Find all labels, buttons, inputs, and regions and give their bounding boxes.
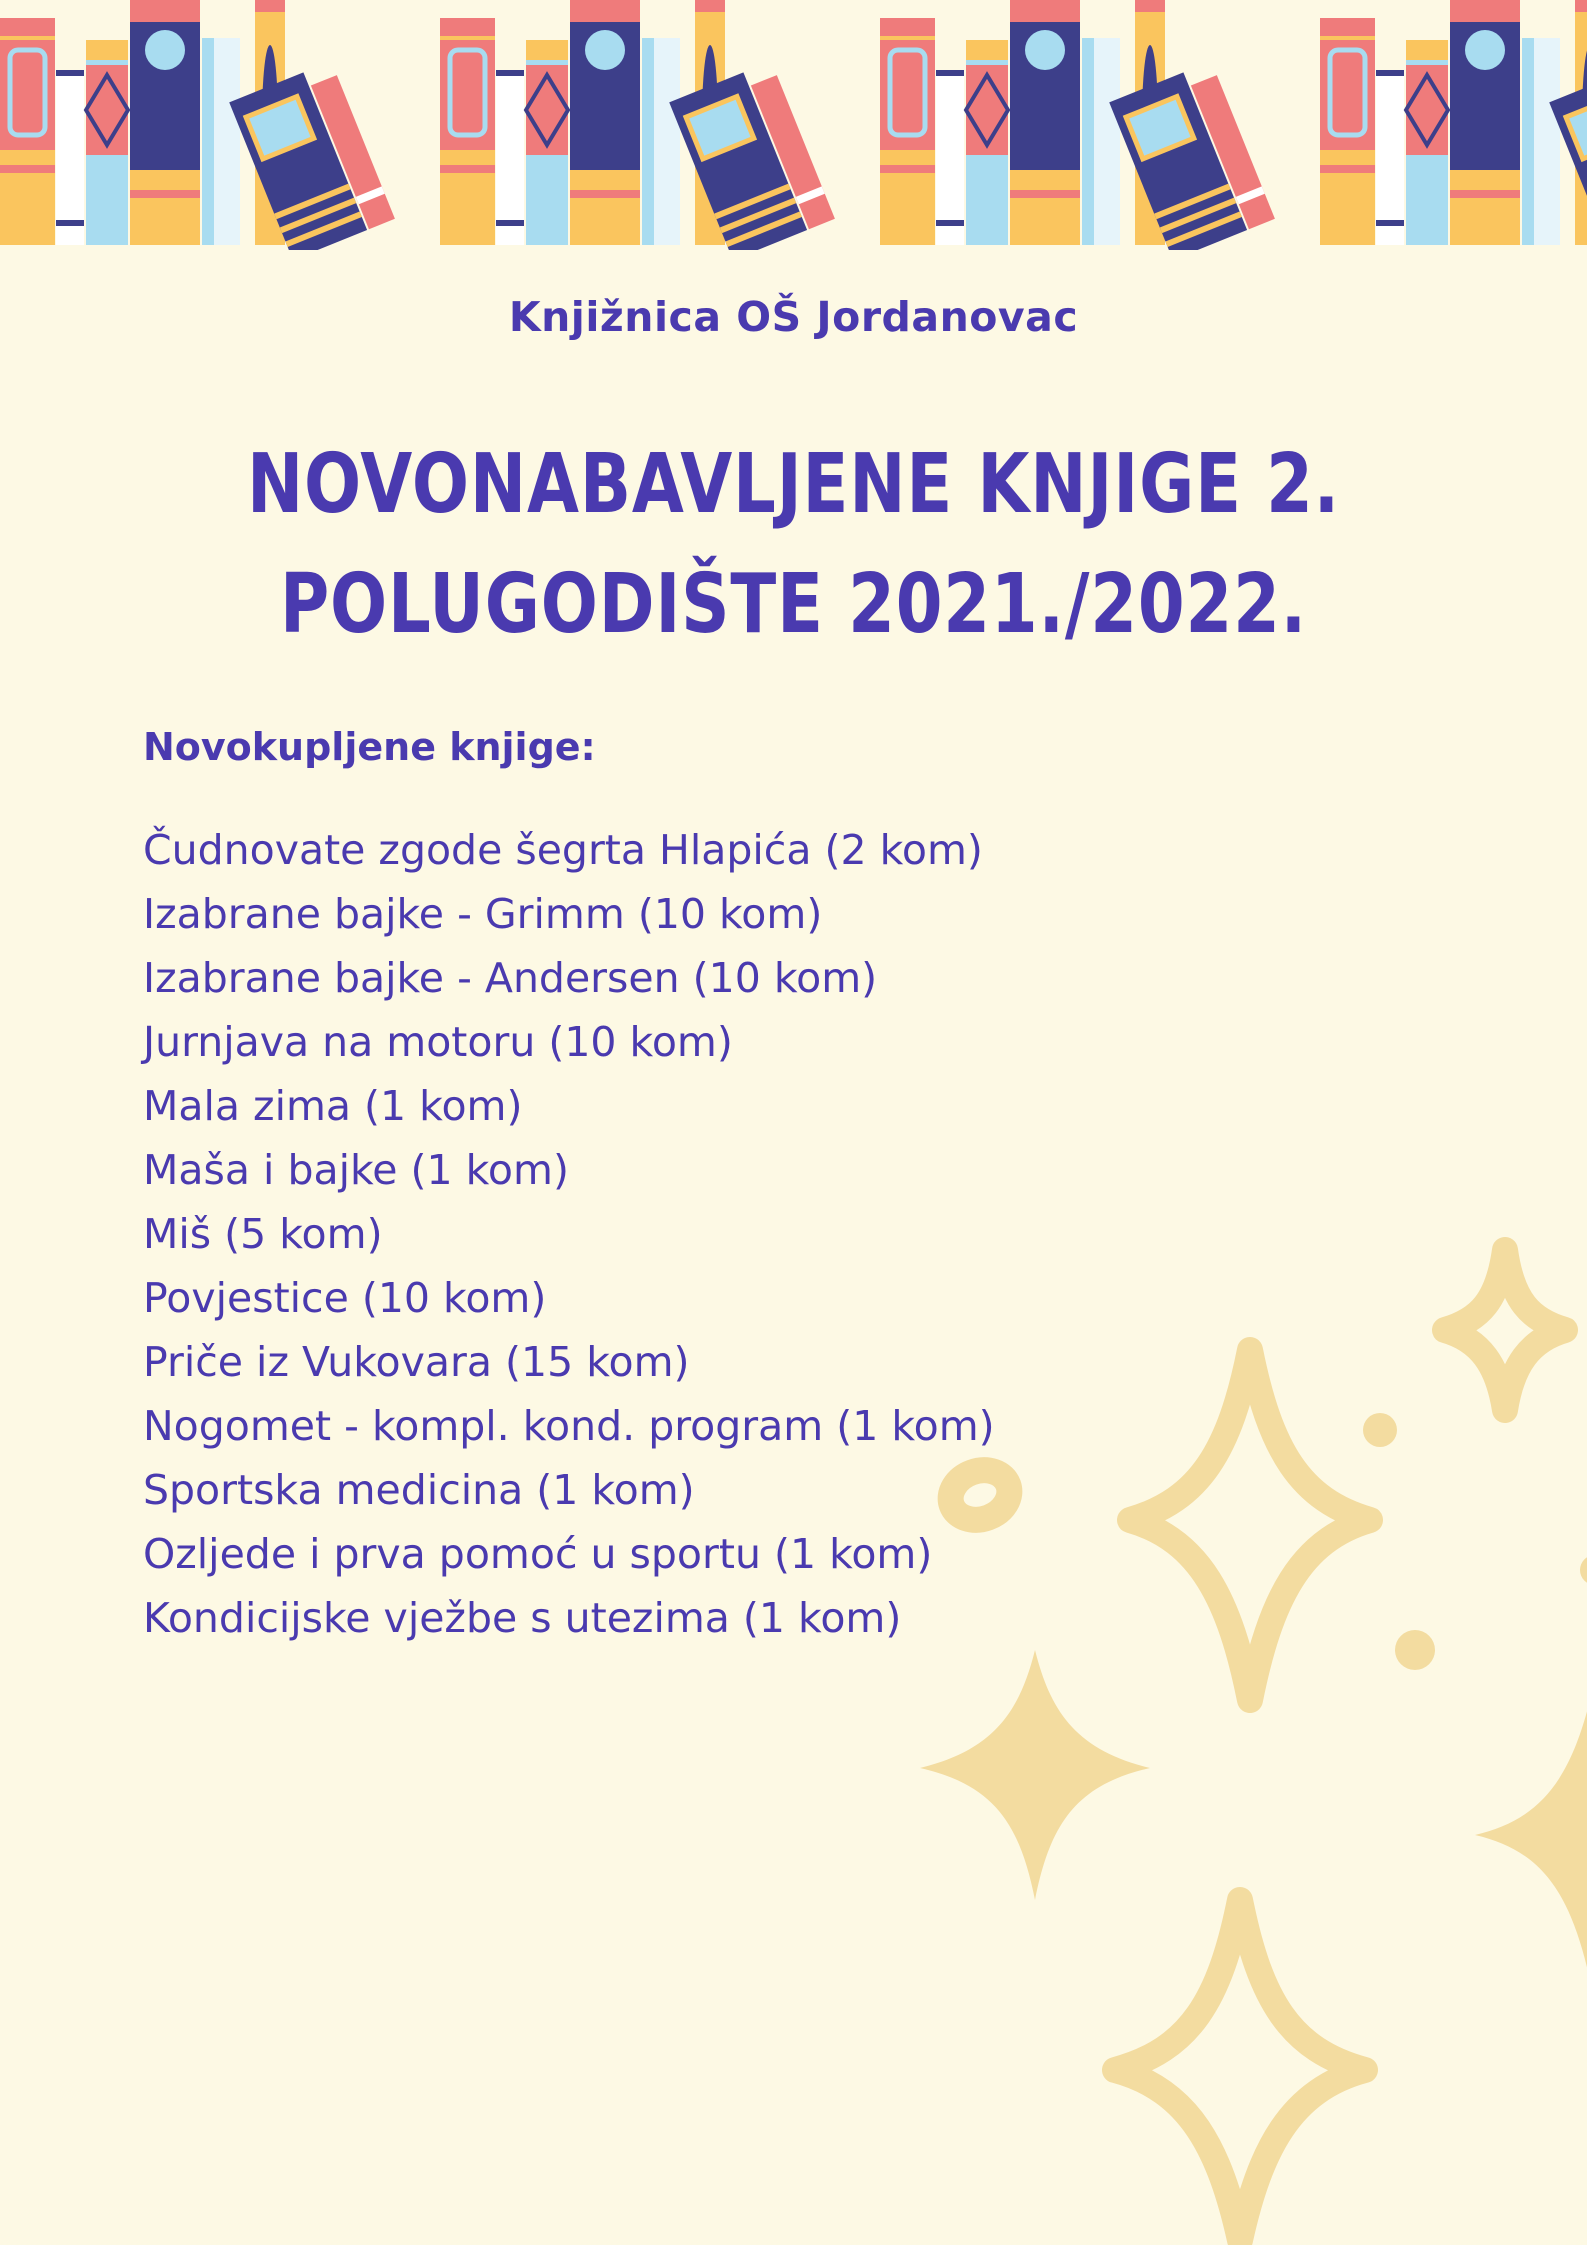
list-item: Mala zima (1 kom) xyxy=(143,1082,523,1130)
list-item: Izabrane bajke - Grimm (10 kom) xyxy=(143,890,823,938)
list-item: Jurnjava na motoru (10 kom) xyxy=(143,1018,733,1066)
list-item: Ozljede i prva pomoć u sportu (1 kom) xyxy=(143,1530,933,1578)
title-line-2: POLUGODIŠTE 2021./2022. xyxy=(279,557,1308,652)
sparkle-icon xyxy=(900,1220,1587,2245)
book-list xyxy=(143,818,995,1650)
bookshelf-banner xyxy=(0,0,1587,250)
list-item: Nogomet - kompl. kond. program (1 kom) xyxy=(143,1402,995,1450)
list-item: Miš (5 kom) xyxy=(143,1210,383,1258)
library-name: Knjižnica OŠ Jordanovac xyxy=(508,293,1079,341)
list-item: Maša i bajke (1 kom) xyxy=(143,1146,569,1194)
page-title xyxy=(0,425,1587,665)
list-item: Izabrane bajke - Andersen (10 kom) xyxy=(143,954,878,1002)
list-item: Sportska medicina (1 kom) xyxy=(143,1466,695,1514)
list-item: Kondicijske vježbe s utezima (1 kom) xyxy=(143,1594,902,1642)
title-line-1: NOVONABAVLJENE KNJIGE 2. xyxy=(246,437,1341,532)
section-heading: Novokupljene knjige: xyxy=(143,725,596,769)
list-item: Čudnovate zgode šegrta Hlapića (2 kom) xyxy=(143,826,983,874)
bookshelf-icon xyxy=(0,0,1587,250)
list-item: Priče iz Vukovara (15 kom) xyxy=(143,1338,690,1386)
list-item: Povjestice (10 kom) xyxy=(143,1274,547,1322)
